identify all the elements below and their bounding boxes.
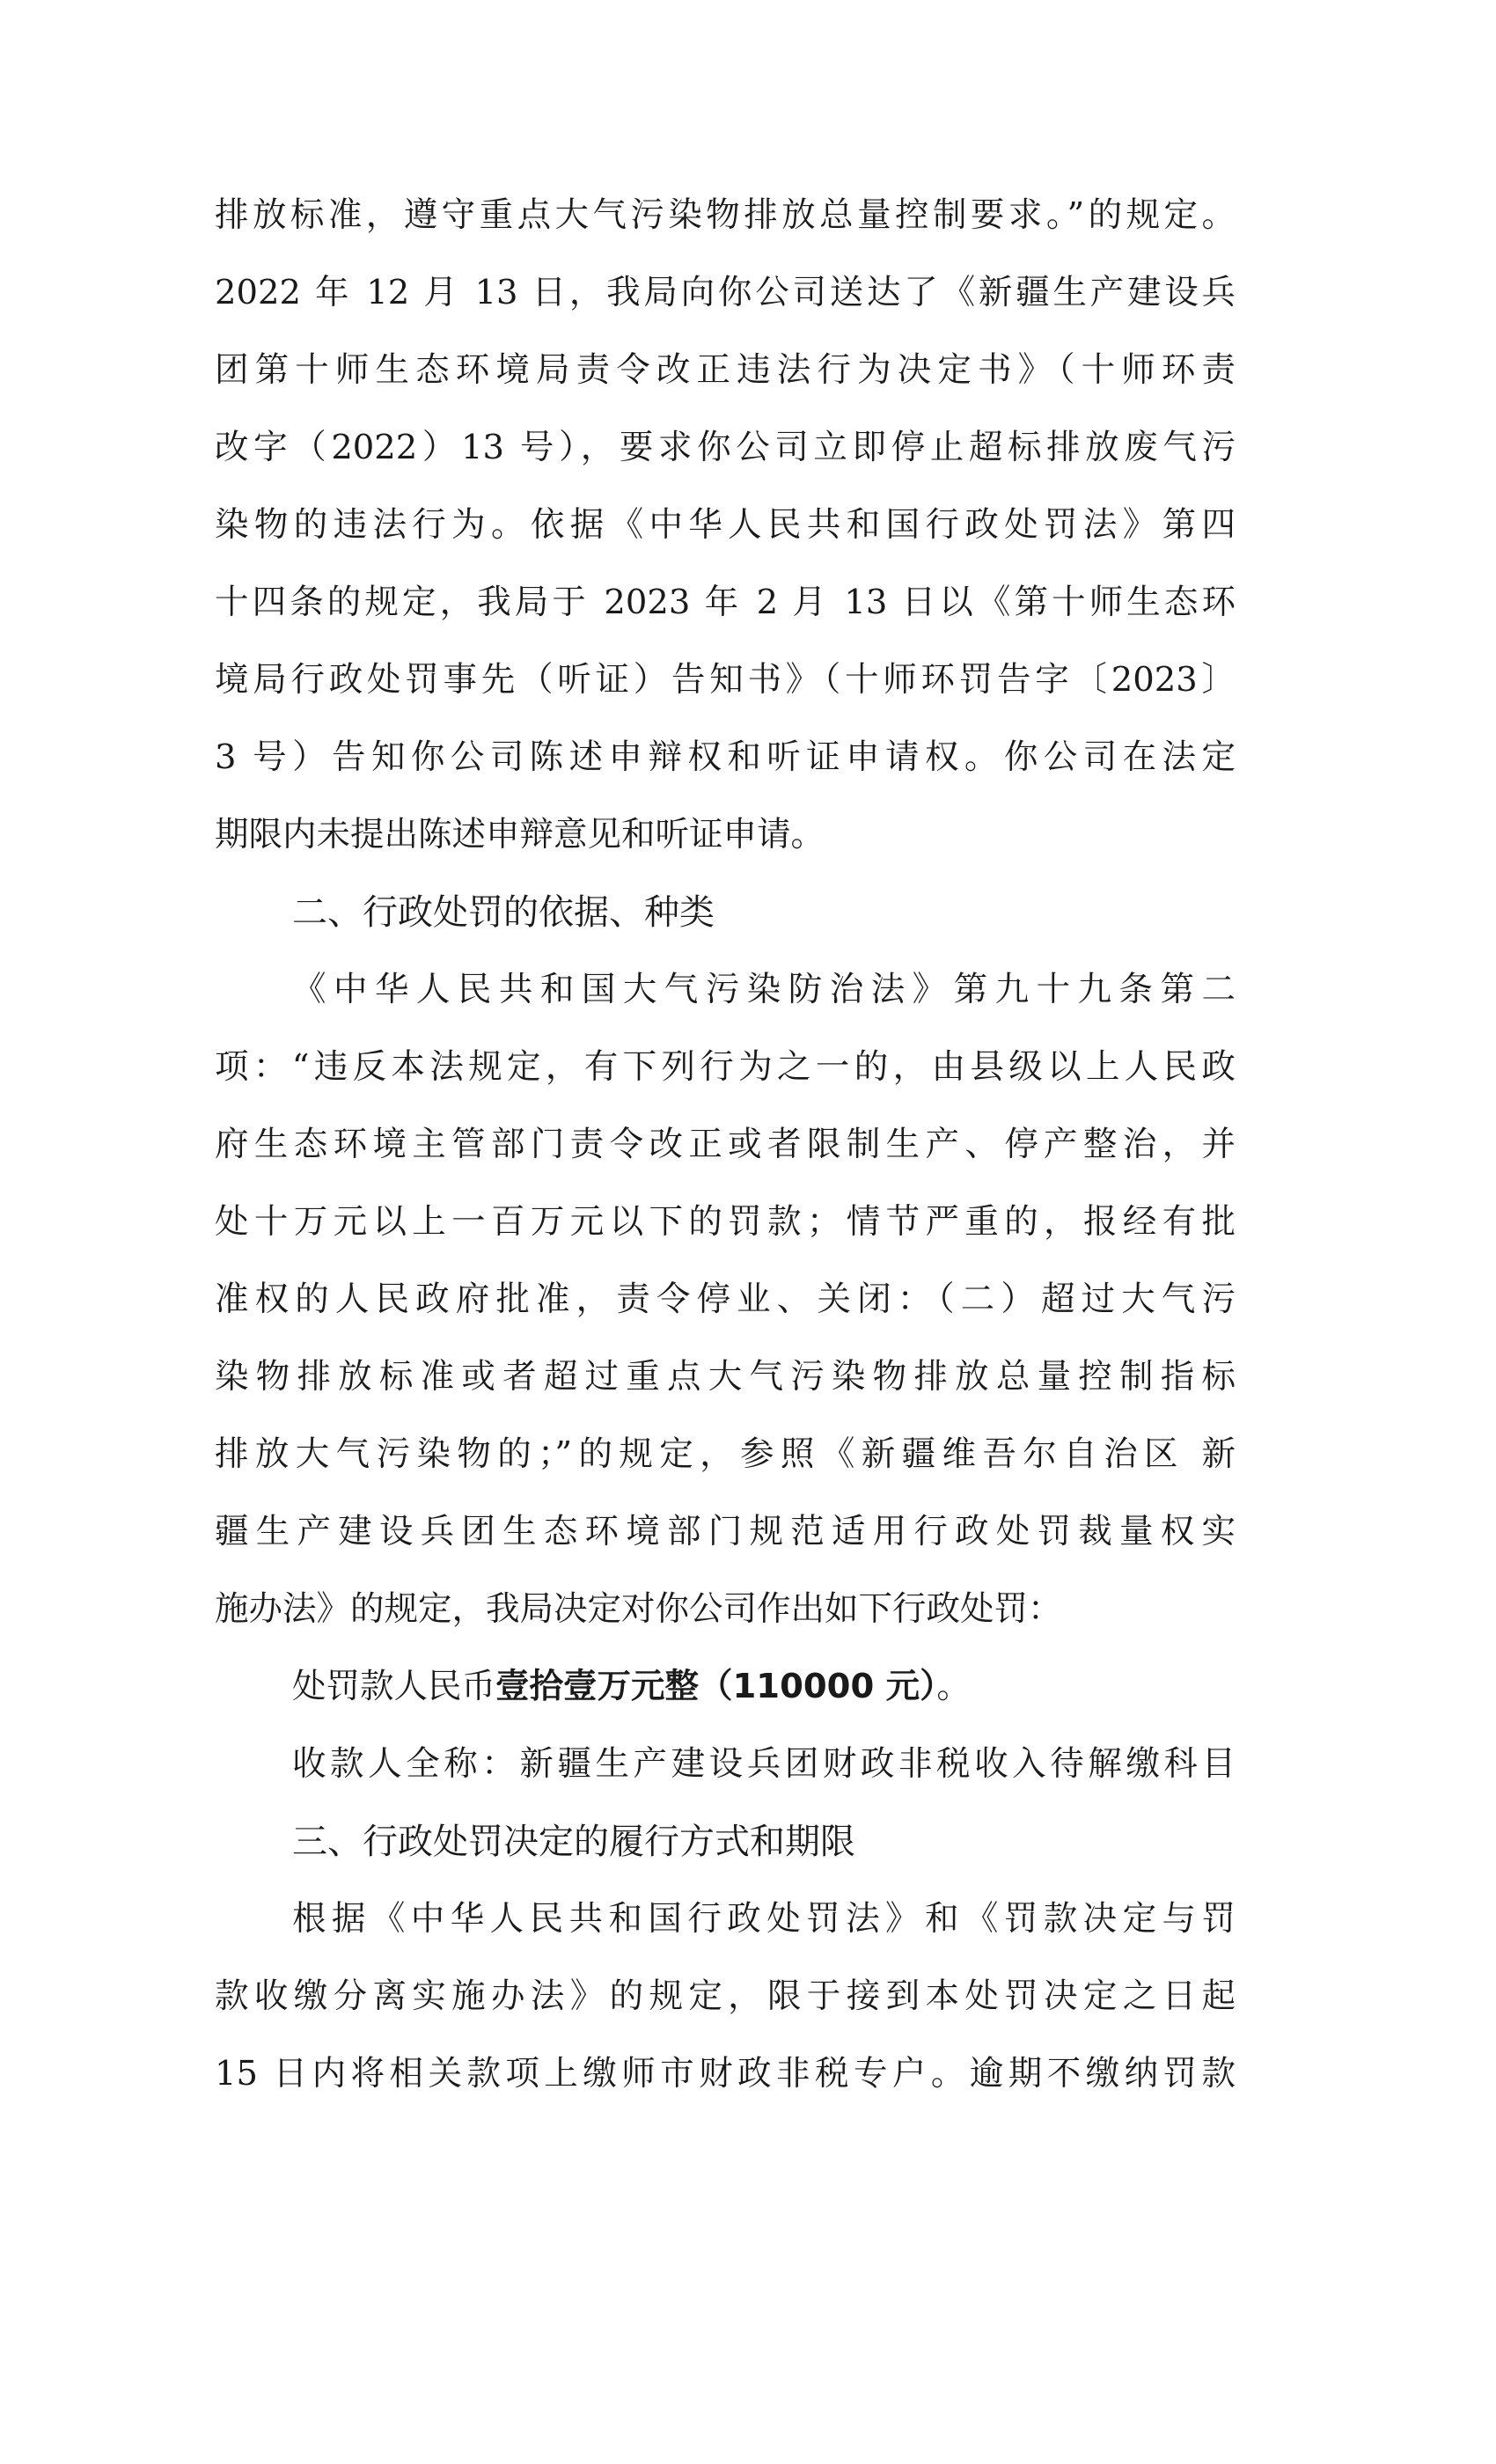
body-line: 染物的违法行为。依据《中华人民共和国行政处罚法》第四 xyxy=(215,505,1236,545)
body-line: 期限内未提出陈述申辩意见和听证申请。 xyxy=(215,815,825,854)
body-line: 施办法》的规定，我局决定对你公司作出如下行政处罚： xyxy=(215,1589,1062,1629)
section-heading-enforcement: 三、行政处罚决定的履行方式和期限 xyxy=(292,1822,855,1862)
body-line: 3 号）告知你公司陈述申辩权和听证申请权。你公司在法定 xyxy=(215,737,1236,777)
body-line: 款收缴分离实施办法》的规定，限于接到本处罚决定之日起 xyxy=(215,1976,1236,2016)
body-line: 排放大气污染物的；”的规定，参照《新疆维吾尔自治区 新 xyxy=(215,1434,1236,1474)
body-line: 根据《中华人民共和国行政处罚法》和《罚款决定与罚 xyxy=(292,1899,1236,1939)
body-line: 2022 年 12 月 13 日，我局向你公司送达了《新疆生产建设兵 xyxy=(215,273,1236,312)
body-line: 团第十师生态环境局责令改正违法行为决定书》（十师环责 xyxy=(215,350,1236,390)
penalty-suffix: 。 xyxy=(936,1667,971,1706)
body-line: 15 日内将相关款项上缴师市财政非税专户。逾期不缴纳罚款 xyxy=(215,2054,1236,2094)
body-line: 处十万元以上一百万元以下的罚款；情节严重的，报经有批 xyxy=(215,1202,1236,1242)
penalty-prefix: 处罚款人民币 xyxy=(292,1667,496,1706)
body-line: 改字（2022）13 号），要求你公司立即停止超标排放废气污 xyxy=(215,428,1236,467)
body-line: 《中华人民共和国大气污染防治法》第九十九条第二 xyxy=(292,970,1236,1009)
body-line: 境局行政处罚事先（听证）告知书》（十师环罚告字〔2023〕 xyxy=(215,660,1236,700)
penalty-amount: 壹拾壹万元整（110000 元） xyxy=(495,1667,937,1706)
body-line: 府生态环境主管部门责令改正或者限制生产、停产整治，并 xyxy=(215,1125,1236,1164)
section-heading-basis: 二、行政处罚的依据、种类 xyxy=(292,892,715,933)
penalty-line xyxy=(292,1648,1236,1726)
body-line: 项：“违反本法规定，有下列行为之一的，由县级以上人民政 xyxy=(215,1047,1236,1087)
body-line: 疆生产建设兵团生态环境部门规范适用行政处罚裁量权实 xyxy=(215,1512,1236,1551)
body-line: 染物排放标准或者超过重点大气污染物排放总量控制指标 xyxy=(215,1357,1236,1397)
payee-line: 收款人全称：新疆生产建设兵团财政非税收入待解缴科目 xyxy=(292,1744,1236,1784)
body-line: 排放标准，遵守重点大气污染物排放总量控制要求。”的规定。 xyxy=(215,195,1236,235)
body-line: 十四条的规定，我局于 2023 年 2 月 13 日以《第十师生态环 xyxy=(215,583,1236,622)
body-line: 准权的人民政府批准，责令停业、关闭：（二）超过大气污 xyxy=(215,1280,1236,1319)
